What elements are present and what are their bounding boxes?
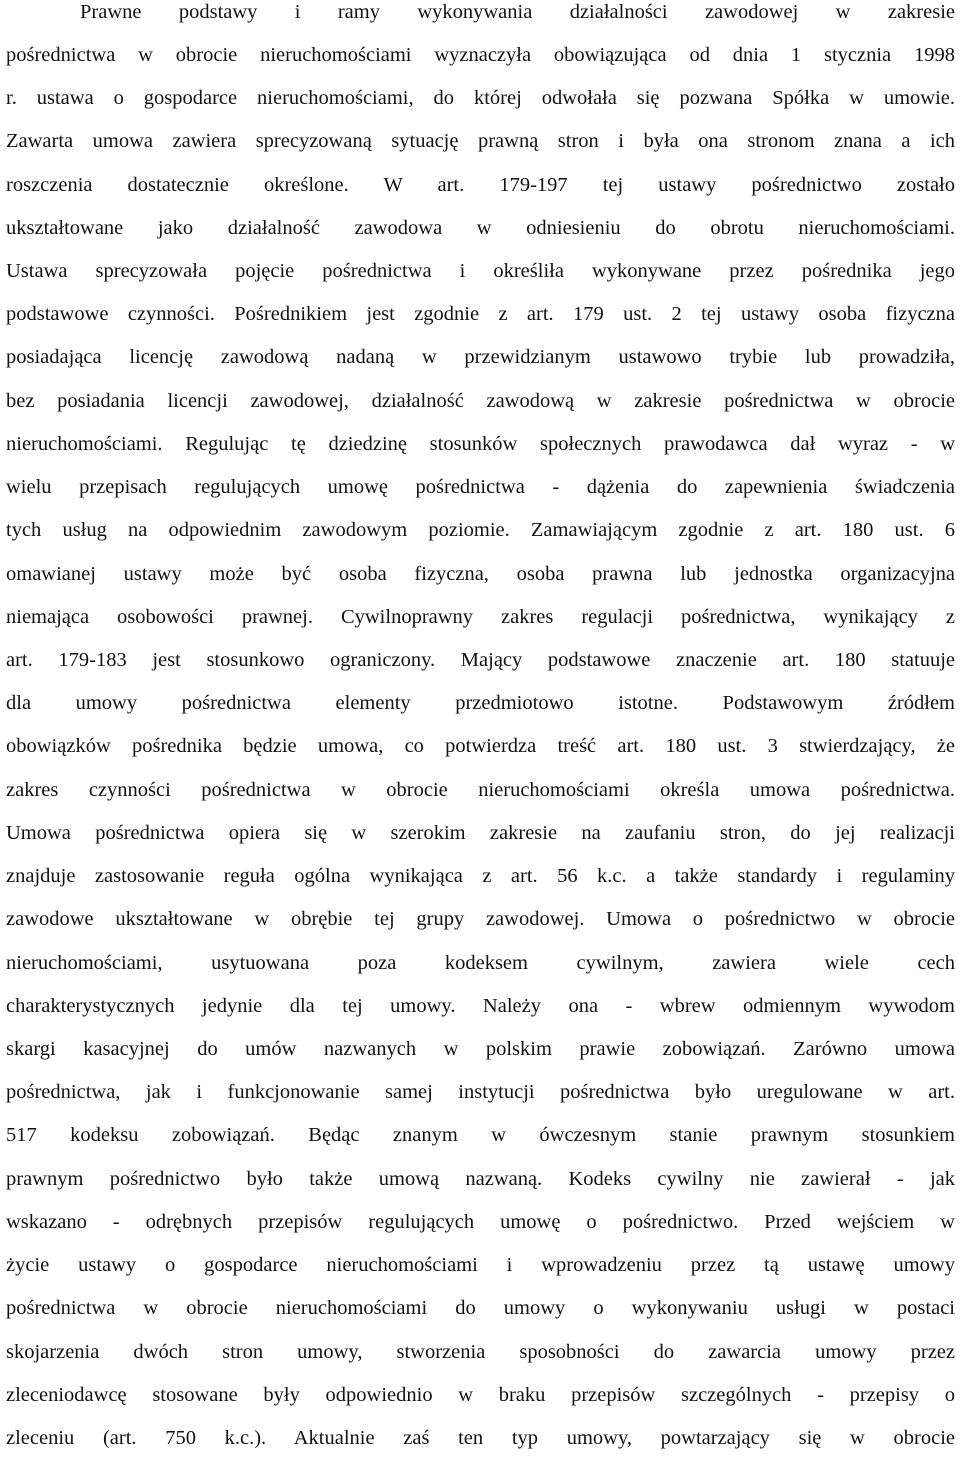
- text-line: skojarzenia dwóch stron umowy, stworzenia sposobności do zawarcia umowy przez: [6, 1341, 955, 1363]
- text-line: zleceniu (art. 750 k.c.). Aktualnie zaś ten typ umowy, powtarzający się w obrocie: [6, 1427, 955, 1449]
- text-line: wielu przepisach regulujących umowę pośrednictwa - dążenia do zapewnienia świadczenia: [6, 476, 955, 498]
- text-line: zawodowe ukształtowane w obrębie tej grupy zawodowej. Umowa o pośrednictwo w obrocie: [6, 908, 955, 930]
- text-line: obowiązków pośrednika będzie umowa, co potwierdza treść art. 180 ust. 3 stwierdzający, że: [6, 735, 955, 757]
- text-line: Prawne podstawy i ramy wykonywania działalności zawodowej w zakresie: [80, 1, 955, 23]
- text-line: Ustawa sprecyzowała pojęcie pośrednictwa i określiła wykonywane przez pośrednika jego: [6, 260, 955, 282]
- text-line: zakres czynności pośrednictwa w obrocie nieruchomościami określa umowa pośrednictwa.: [6, 779, 955, 801]
- text-line: życie ustawy o gospodarce nieruchomościami i wprowadzeniu przez tą ustawę umowy: [6, 1254, 955, 1276]
- text-line: podstawowe czynności. Pośrednikiem jest zgodnie z art. 179 ust. 2 tej ustawy osoba fizyczna: [6, 303, 955, 325]
- text-line: art. 179-183 jest stosunkowo ograniczony. Mający podstawowe znaczenie art. 180 statuuje: [6, 649, 955, 671]
- text-line: tych usług na odpowiednim zawodowym poziomie. Zamawiającym zgodnie z art. 180 ust. 6: [6, 519, 955, 541]
- text-line: roszczenia dostatecznie określone. W art. 179-197 tej ustawy pośrednictwo zostało: [6, 174, 955, 196]
- text-line: ukształtowane jako działalność zawodowa w odniesieniu do obrotu nieruchomościami.: [6, 217, 955, 239]
- text-line: skargi kasacyjnej do umów nazwanych w polskim prawie zobowiązań. Zarówno umowa: [6, 1038, 955, 1060]
- text-line: posiadająca licencję zawodową nadaną w przewidzianym ustawowo trybie lub prowadziła,: [6, 346, 955, 368]
- text-line: zleceniodawcę stosowane były odpowiednio w braku przepisów szczególnych - przepisy o: [6, 1384, 955, 1406]
- text-line: pośrednictwa w obrocie nieruchomościami wyznaczyła obowiązująca od dnia 1 stycznia 1998: [6, 44, 955, 66]
- text-line: znajduje zastosowanie reguła ogólna wynikająca z art. 56 k.c. a także standardy i regulaminy: [6, 865, 955, 887]
- text-line: niemająca osobowości prawnej. Cywilnoprawny zakres regulacji pośrednictwa, wynikający z: [6, 606, 955, 628]
- text-line: pośrednictwa w obrocie nieruchomościami do umowy o wykonywaniu usługi w postaci: [6, 1297, 955, 1319]
- text-line: wskazano - odrębnych przepisów regulujących umowę o pośrednictwo. Przed wejściem w: [6, 1211, 955, 1233]
- text-line: Umowa pośrednictwa opiera się w szerokim zakresie na zaufaniu stron, do jej realizacji: [6, 822, 955, 844]
- text-line: pośrednictwa, jak i funkcjonowanie samej instytucji pośrednictwa było uregulowane w art.: [6, 1081, 955, 1103]
- text-line: dla umowy pośrednictwa elementy przedmiotowo istotne. Podstawowym źródłem: [6, 692, 955, 714]
- text-line: bez posiadania licencji zawodowej, działalność zawodową w zakresie pośrednictwa w obrocie: [6, 390, 955, 412]
- text-line: charakterystycznych jedynie dla tej umowy. Należy ona - wbrew odmiennym wywodom: [6, 995, 955, 1017]
- text-line: nieruchomościami, usytuowana poza kodeksem cywilnym, zawiera wiele cech: [6, 952, 955, 974]
- text-line: nieruchomościami. Regulując tę dziedzinę stosunków społecznych prawodawca dał wyraz - w: [6, 433, 955, 455]
- text-line: r. ustawa o gospodarce nieruchomościami, do której odwołała się pozwana Spółka w umowie.: [6, 87, 955, 109]
- text-line: Zawarta umowa zawiera sprecyzowaną sytuację prawną stron i była ona stronom znana a ich: [6, 130, 955, 152]
- text-line: 517 kodeksu zobowiązań. Będąc znanym w ówczesnym stanie prawnym stosunkiem: [6, 1124, 955, 1146]
- text-line: omawianej ustawy może być osoba fizyczna, osoba prawna lub jednostka organizacyjna: [6, 563, 955, 585]
- text-line: prawnym pośrednictwo było także umową nazwaną. Kodeks cywilny nie zawierał - jak: [6, 1168, 955, 1190]
